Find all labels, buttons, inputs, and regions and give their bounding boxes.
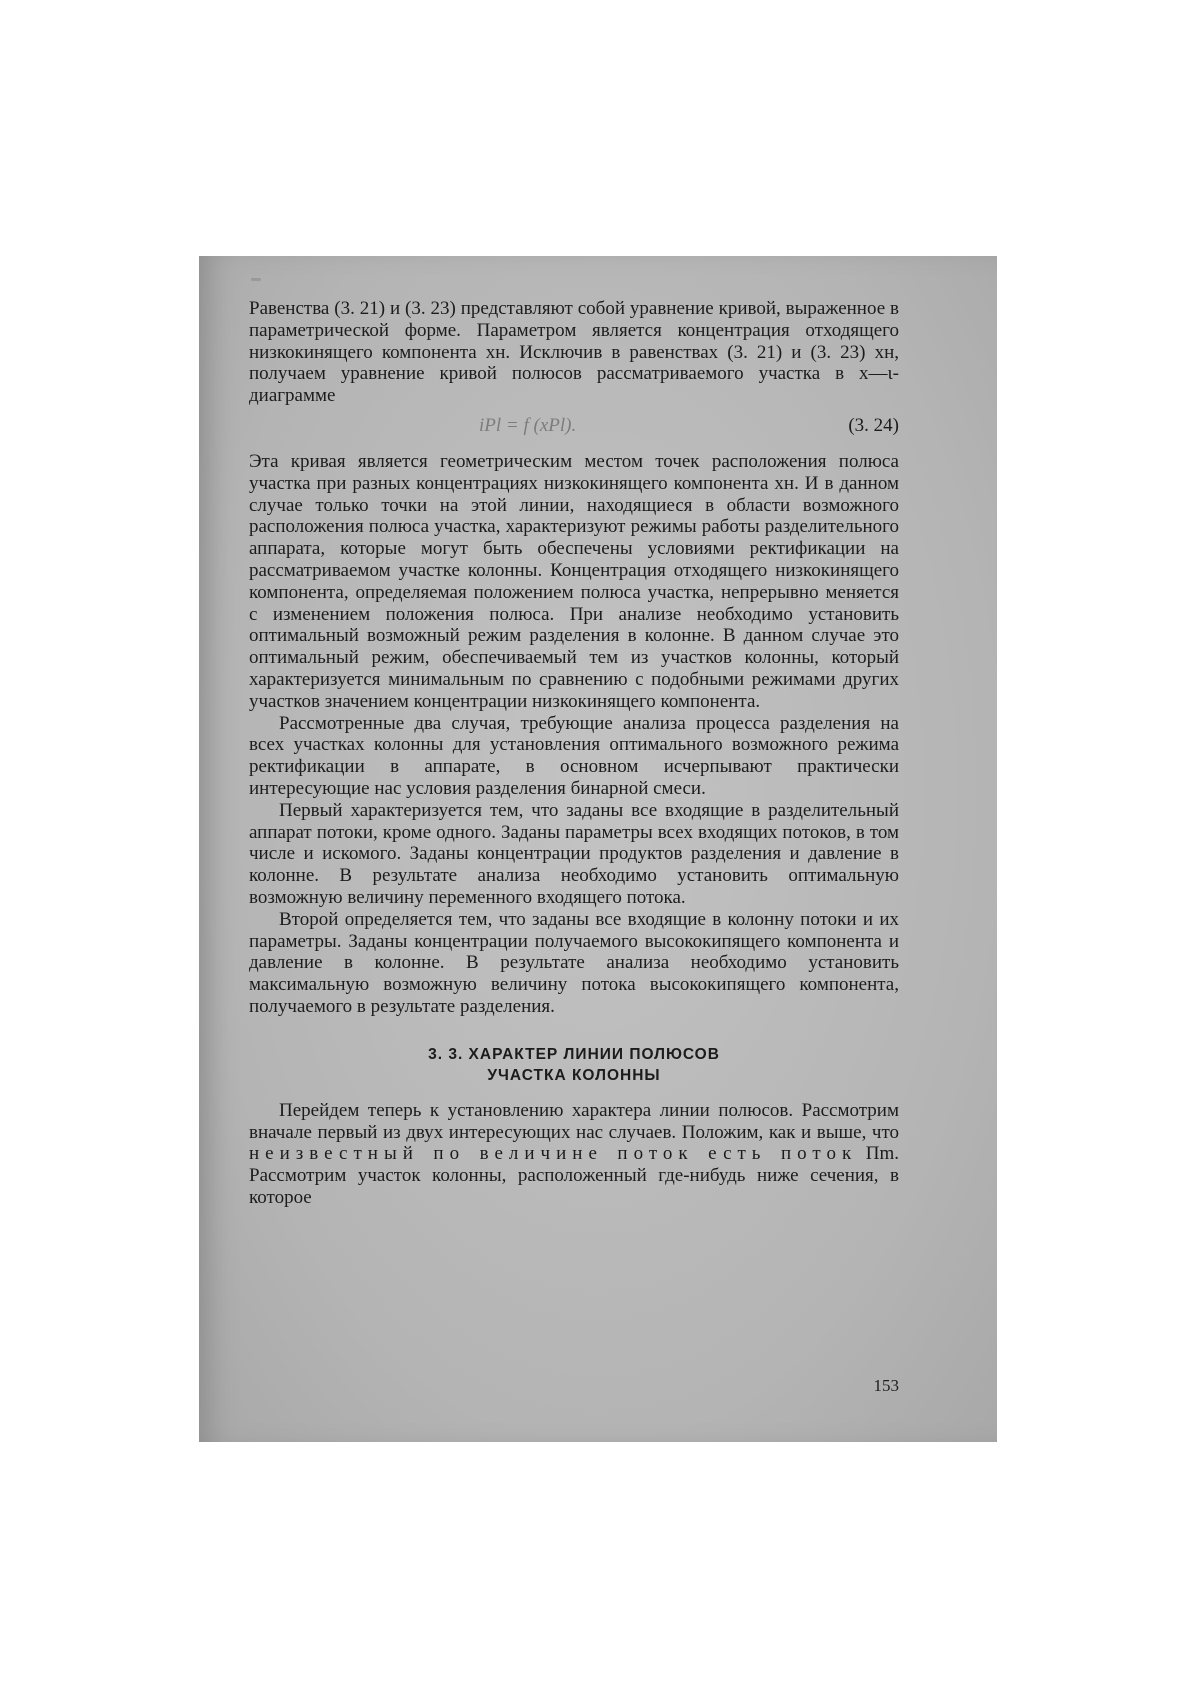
paragraph-6	[249, 1100, 899, 1209]
section-heading-line-1: 3. 3. ХАРАКТЕР ЛИНИИ ПОЛЮСОВ	[428, 1045, 720, 1063]
formula-number: (3. 24)	[848, 414, 899, 436]
paragraph-1: Равенства (3. 21) и (3. 23) представляют собой уравнение кривой, выраженное в параметрической форме. Параметром является концентрация отходящего низкокинящего компонента xн. Исключив в равенствах (3. 21) и (3. 23) xн, получаем уравнение кривой полюсов рассматриваемого участка в x—ι-диаграмме	[249, 298, 899, 407]
paragraph-6-start: Перейдем теперь к установлению характера линии полюсов. Рассмотрим вначале первый из двух интересующих нас случаев. Положим, как и выше, что	[249, 1099, 899, 1143]
formula-expression: iPl = f (xPl).	[479, 414, 577, 436]
paragraph-2: Эта кривая является геометрическим местом точек расположения полюса участка при разных концентрациях низкокинящего компонента xн. И в данном случае только точки на этой линии, находящиеся в области возможного расположения полюса участка, характеризуют режимы работы разделительного аппарата, которые могут быть обеспечены условиями ректификации на рассматриваемом участке колонны. Концентрация отходящего низкокинящего компонента, определяемая положением полюса участка, непрерывно меняется с изменением положения полюса. При анализе необходимо установить оптимальный возможный режим разделения в колонне. В данном случае это оптимальный режим, обеспечиваемый тем из участков колонны, который характеризуется минимальным по сравнению с подобными режимами других участков значением концентрации низкокинящего компонента.	[249, 450, 899, 712]
paragraph-3: Рассмотренные два случая, требующие анализа процесса разделения на всех участках колонны для установления оптимального возможного режима ректификации в аппарате, в основном исчерпывают практически интересующие нас условия разделения бинарной смеси.	[249, 712, 899, 799]
scanned-page	[199, 256, 997, 1442]
formula-3-24	[249, 409, 899, 449]
page-body	[249, 298, 899, 1209]
paragraph-6-spaced: неизвестный по величине поток есть поток	[249, 1143, 858, 1165]
page-number: 153	[873, 1376, 899, 1395]
paragraph-5: Второй определяется тем, что заданы все входящие в колонну потоки и их параметры. Заданы концентрации получаемого высококипящего компонента и давление в колонне. В результате анализа необходимо установить максимальную возможную величину потока высококипящего компонента, получаемого в результате разделения.	[249, 908, 899, 1017]
print-speck	[251, 278, 261, 281]
section-heading	[249, 1044, 899, 1086]
paragraph-6-end: Пm. Рассмотрим участок колонны, расположенный где-нибудь ниже сечения, в которое	[249, 1143, 900, 1208]
paragraph-4: Первый характеризуется тем, что заданы все входящие в разделительный аппарат потоки, кроме одного. Заданы параметры всех входящих потоков, в том числе и искомого. Заданы концентрации продуктов разделения и давление в колонне. В результате анализа необходимо установить оптимальную возможную величину переменного входящего потока.	[249, 799, 899, 908]
section-heading-line-2: УЧАСТКА КОЛОННЫ	[487, 1066, 661, 1084]
